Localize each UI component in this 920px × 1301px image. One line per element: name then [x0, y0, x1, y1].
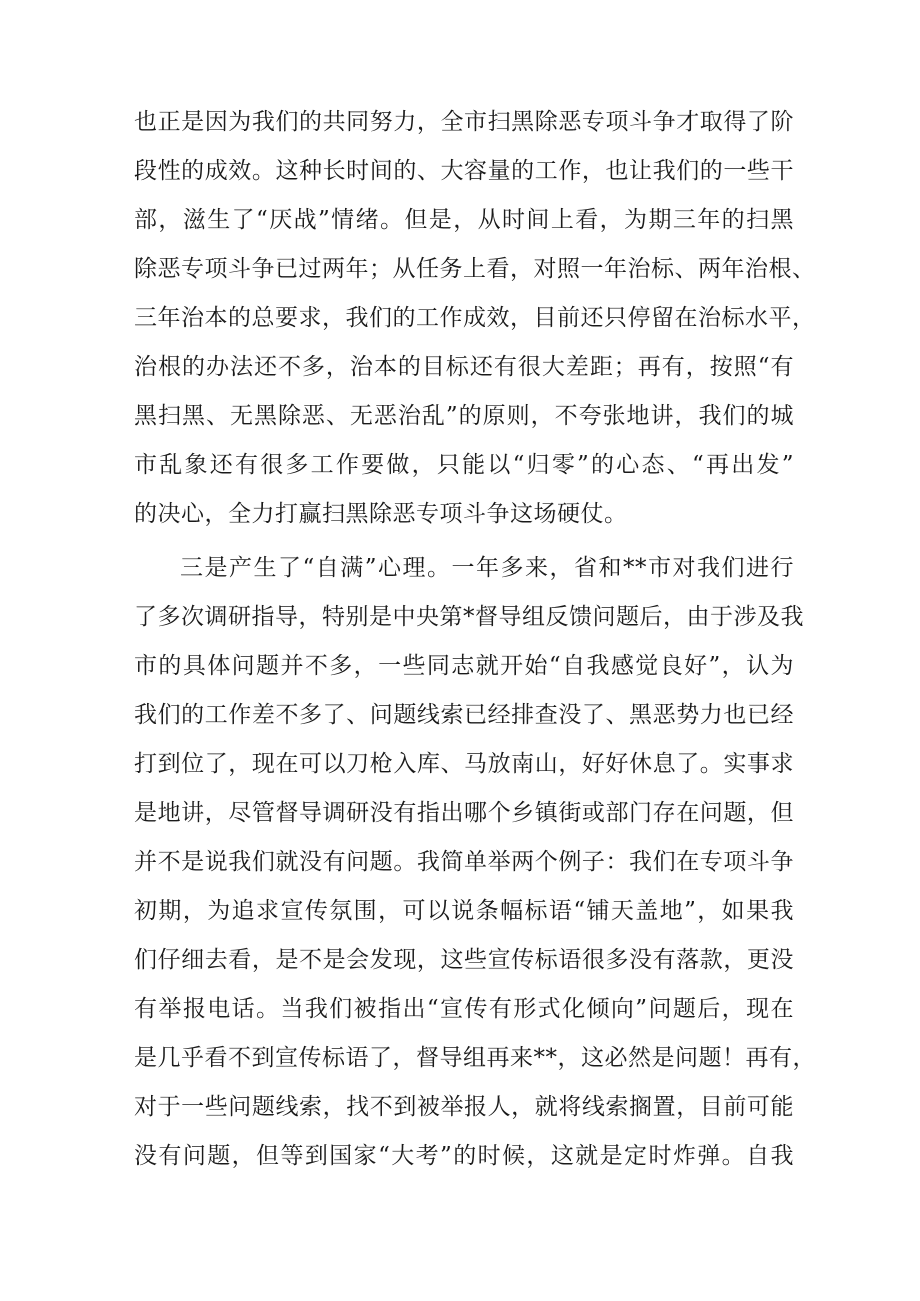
text-line: 治根的办法还不多，治本的目标还有很大差距；再有，按照“有	[134, 354, 794, 380]
text-line: 市乱象还有很多工作要做，只能以“归零”的心态、“再出发”	[134, 452, 794, 478]
text-line: 是几乎看不到宣传标语了，督导组再来**，这必然是问题！再有，	[134, 1045, 816, 1071]
text-line: 三是产生了“自满”心理。一年多来，省和**市对我们进行	[180, 555, 794, 581]
text-line: 对于一些问题线索，找不到被举报人，就将线索搁置，目前可能	[134, 1094, 794, 1120]
text-line: 除恶专项斗争已过两年；从任务上看，对照一年治标、两年治根、	[134, 256, 816, 282]
text-line: 们仔细去看，是不是会发现，这些宣传标语很多没有落款，更没	[134, 947, 794, 973]
text-line: 了多次调研指导，特别是中央第*督导组反馈问题后，由于涉及我	[134, 604, 804, 630]
text-line: 部，滋生了“厌战”情绪。但是，从时间上看，为期三年的扫黑	[134, 207, 794, 233]
text-line: 市的具体问题并不多，一些同志就开始“自我感觉良好”，认为	[134, 653, 794, 679]
text-line: 初期，为追求宣传氛围，可以说条幅标语“铺天盖地”，如果我	[134, 898, 794, 924]
text-line: 的决心，全力打赢扫黑除恶专项斗争这场硬仗。	[134, 501, 628, 527]
text-line: 三年治本的总要求，我们的工作成效，目前还只停留在治标水平，	[134, 305, 816, 331]
text-line: 有举报电话。当我们被指出“宣传有形式化倾向”问题后，现在	[134, 996, 794, 1022]
paragraph-1	[134, 98, 816, 539]
text-line: 黑扫黑、无黑除恶、无恶治乱”的原则，不夸张地讲，我们的城	[134, 403, 794, 429]
text-line: 也正是因为我们的共同努力，全市扫黑除恶专项斗争才取得了阶	[134, 109, 794, 135]
text-line: 我们的工作差不多了、问题线索已经排查没了、黑恶势力也已经	[134, 702, 794, 728]
paragraph-2	[134, 544, 816, 1181]
text-line: 没有问题，但等到国家“大考”的时候，这就是定时炸弹。自我	[134, 1143, 794, 1169]
text-line: 并不是说我们就没有问题。我简单举两个例子：我们在专项斗争	[134, 849, 794, 875]
text-line: 段性的成效。这种长时间的、大容量的工作，也让我们的一些干	[134, 158, 794, 184]
text-line: 打到位了，现在可以刀枪入库、马放南山，好好休息了。实事求	[134, 751, 794, 777]
text-line: 是地讲，尽管督导调研没有指出哪个乡镇街或部门存在问题，但	[134, 800, 794, 826]
